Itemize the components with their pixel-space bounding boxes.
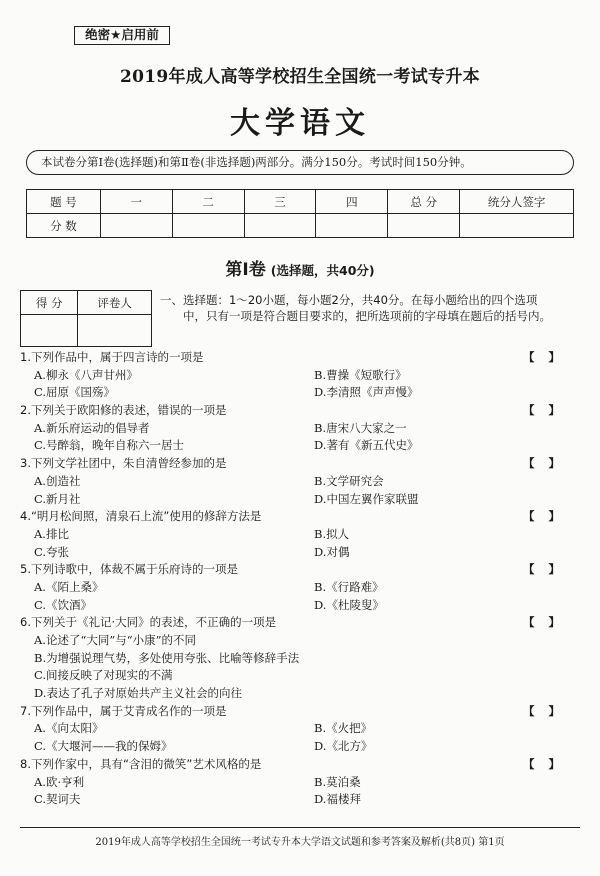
exam-title: 2019年成人高等学校招生全国统一考试专升本	[120, 67, 480, 87]
option-row	[20, 685, 580, 703]
answer-option: A.创造社	[34, 473, 81, 488]
question-text: 6.下列关于《礼记·大同》的表述，不正确的一项是	[20, 615, 277, 630]
answer-option: B.《火把》	[314, 721, 373, 736]
answer-option: A.新乐府运动的倡导者	[34, 420, 150, 435]
question-item	[20, 703, 580, 756]
grader-name-field[interactable]	[78, 315, 152, 347]
question-text: 3.下列文学社团中，朱自清曾经参加的是	[20, 456, 227, 471]
option-row	[20, 597, 580, 615]
page-footer: 2019年成人高等学校招生全国统一考试专升本大学语文试题和参考答案及解析(共8页) 第1页	[95, 837, 505, 848]
answer-option: D.《北方》	[314, 739, 373, 754]
subject-title: 大学语文	[230, 106, 370, 141]
option-row	[20, 774, 580, 792]
score-input-part3[interactable]	[244, 214, 316, 238]
question-item	[20, 561, 580, 614]
score-input-part2[interactable]	[172, 214, 244, 238]
score-row-label: 分 数	[27, 214, 101, 238]
answer-option: D.福楼拜	[314, 792, 361, 807]
option-row	[20, 437, 580, 455]
answer-option: D.中国左翼作家联盟	[314, 491, 419, 506]
question-text: 8.下列作家中，具有“含泪的微笑”艺术风格的是	[20, 756, 262, 771]
answer-option: A.《陌上桑》	[34, 579, 104, 594]
question-stem	[20, 756, 580, 774]
answer-option: B.文学研究会	[314, 473, 384, 488]
answer-option: A.《向太阳》	[34, 721, 104, 736]
answer-option: C.契诃夫	[34, 792, 81, 807]
answer-bracket[interactable]: 【】	[523, 615, 574, 630]
question-item	[20, 402, 580, 455]
option-row	[20, 367, 580, 385]
option-row	[20, 650, 580, 668]
answer-option: D.著有《新五代史》	[314, 438, 419, 453]
answer-option: A.论述了“大同”与“小康”的不同	[34, 633, 196, 647]
option-row	[20, 579, 580, 597]
answer-option: C.间接反映了对现实的不满	[34, 668, 173, 683]
question-item	[20, 508, 580, 561]
exam-notice: 本试卷分第Ⅰ卷(选择题)和第Ⅱ卷(非选择题)两部分。满分150分。考试时间150分钟。	[26, 150, 574, 175]
answer-option: D.《杜陵叟》	[314, 597, 384, 612]
answer-bracket[interactable]: 【】	[523, 456, 574, 471]
answer-option: B.莫泊桑	[314, 774, 361, 789]
option-row	[20, 473, 580, 491]
option-row	[20, 738, 580, 756]
part-subtitle: (选择题，共40分)	[270, 263, 375, 278]
option-row	[20, 667, 580, 685]
confidential-label: 绝密★启用前	[74, 26, 170, 45]
answer-bracket[interactable]: 【】	[523, 703, 574, 718]
score-table-score-row	[27, 214, 574, 238]
question-stem	[20, 455, 580, 473]
option-row	[20, 420, 580, 438]
option-row	[20, 384, 580, 402]
option-row	[20, 632, 580, 650]
score-cell-total: 总 分	[388, 190, 460, 214]
answer-option: A.欧·亨利	[34, 774, 85, 789]
answer-option: C.《饮酒》	[34, 597, 93, 612]
answer-option: B.为增强说理气势，多处使用夸张、比喻等修辞手法	[34, 650, 300, 665]
score-input-signature[interactable]	[460, 214, 574, 238]
question-text: 5.下列诗歌中，体裁不属于乐府诗的一项是	[20, 562, 238, 577]
grader-name-label: 评卷人	[78, 291, 152, 315]
question-stem	[20, 508, 580, 526]
score-cell-part1: 一	[100, 190, 172, 214]
answer-option: D.表达了孔子对原始共产主义社会的向往	[34, 686, 242, 701]
answer-option: D.李清照《声声慢》	[314, 385, 419, 400]
grader-box	[20, 290, 152, 347]
score-table-header-row	[27, 190, 574, 214]
answer-option: B.唐宋八大家之一	[314, 420, 407, 435]
answer-bracket[interactable]: 【】	[523, 756, 574, 771]
score-input-part4[interactable]	[316, 214, 388, 238]
question-stem	[20, 402, 580, 420]
section-instructions	[160, 292, 580, 324]
part-heading	[0, 255, 600, 280]
question-list	[20, 349, 580, 809]
question-text: 2.下列关于欧阳修的表述，错误的一项是	[20, 403, 227, 418]
score-input-part1[interactable]	[100, 214, 172, 238]
question-item	[20, 614, 580, 702]
answer-bracket[interactable]: 【】	[523, 403, 574, 418]
answer-option: A.柳永《八声甘州》	[34, 367, 138, 382]
question-text: 7.下列作品中，属于艾青成名作的一项是	[20, 703, 227, 718]
answer-option: D.对偶	[314, 544, 350, 559]
option-row	[20, 720, 580, 738]
score-cell-part4: 四	[316, 190, 388, 214]
part-title: 第Ⅰ卷	[225, 260, 266, 280]
option-row	[20, 491, 580, 509]
question-item	[20, 455, 580, 508]
answer-bracket[interactable]: 【】	[523, 509, 574, 524]
answer-option: B.《行路难》	[314, 579, 384, 594]
score-cell-part2: 二	[172, 190, 244, 214]
answer-option: C.屈原《国殇》	[34, 385, 116, 400]
question-text: 1.下列作品中，属于四言诗的一项是	[20, 350, 204, 364]
answer-option: C.号醉翁，晚年自称六一居士	[34, 438, 185, 453]
option-row	[20, 791, 580, 809]
answer-bracket[interactable]: 【】	[523, 350, 574, 364]
option-row	[20, 544, 580, 562]
question-stem	[20, 614, 580, 632]
score-cell-label: 题 号	[27, 190, 101, 214]
answer-option: A.排比	[34, 526, 69, 541]
score-input-total[interactable]	[388, 214, 460, 238]
option-row	[20, 526, 580, 544]
grader-score-field[interactable]	[21, 315, 78, 347]
answer-bracket[interactable]: 【】	[523, 562, 574, 577]
score-cell-signature: 统分人签字	[460, 190, 574, 214]
answer-option: B.曹操《短歌行》	[314, 367, 407, 382]
question-stem	[20, 703, 580, 721]
question-item	[20, 349, 580, 402]
section-instructions-rest: 中，只有一项是符合题目要求的，把所选项前的字母填在题后的括号内。	[183, 309, 551, 323]
question-item	[20, 756, 580, 809]
answer-option: C.《大堰河——我的保姆》	[34, 739, 173, 754]
score-cell-part3: 三	[244, 190, 316, 214]
question-text: 4.“明月松间照，清泉石上流”使用的修辞方法是	[20, 509, 262, 524]
answer-option: C.夸张	[34, 544, 70, 559]
grader-score-label: 得 分	[21, 291, 78, 315]
question-stem	[20, 349, 580, 367]
answer-option: B.拟人	[314, 526, 350, 541]
answer-option: C.新月社	[34, 491, 81, 506]
section-instructions-line1: 一、选择题：1～20小题，每小题2分，共40分。在每小题给出的四个选项	[160, 293, 538, 307]
score-table	[26, 189, 574, 238]
footer-divider	[20, 827, 580, 828]
question-stem	[20, 561, 580, 579]
